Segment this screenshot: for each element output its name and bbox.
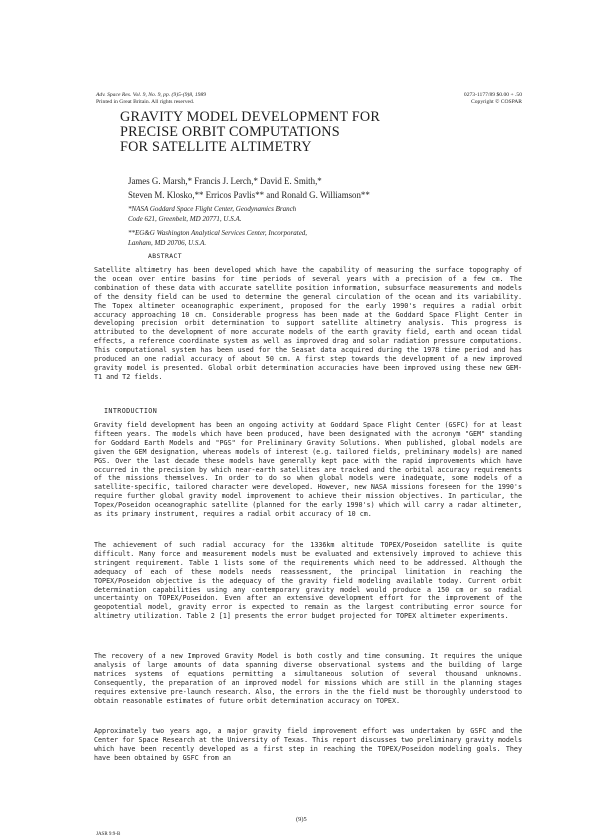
body-paragraph: Approximately two years ago, a major gravity field improvement effort was undertaken by GSFC and the Center for Space Research at the University of Texas. This report discusses two preliminary gravity models which have been recently developed as a first step in reaching the TOPEX/Poseidon modeling goals. They have been obtained by GSFC from an	[94, 727, 522, 762]
paper-title	[120, 110, 380, 155]
issn-header	[464, 92, 522, 106]
affiliation-line: **EG&G Washington Analytical Services Center, Incorporated,	[128, 229, 308, 237]
title-line: FOR SATELLITE ALTIMETRY	[120, 139, 312, 155]
journal-citation: Adv. Space Res. Vol. 9, No. 9, pp. (9)5-(9)8, 1989	[96, 92, 207, 98]
affiliations	[128, 204, 307, 248]
author-line: James G. Marsh,* Francis J. Lerch,* David E. Smith,*	[128, 176, 322, 186]
abstract-heading: ABSTRACT	[148, 252, 182, 260]
copyright-notice: Copyright © COSPAR	[471, 99, 522, 105]
title-line: GRAVITY MODEL DEVELOPMENT FOR	[120, 109, 380, 125]
body-paragraph: The achievement of such radial accuracy for the 1336km altitude TOPEX/Poseidon satellite is quite difficult. Many force and measurement models must be evaluated and extensively improved to achieve this stringent requirement. Table 1 lists some of the requirements which need to be addressed. Although the adequacy of each of these models needs reassessment, the principal limitation in reaching the TOPEX/Poseidon objective is the adequacy of the gravity field modeling available today. Current orbit determination capabilities using any contemporary gravity model would produce a 150 cm or so radial uncertainty on TOPEX/Poseidon. Even after an extensive development effort for the improvement of the geopotential model, gravity error is expected to remain as the largest contributing error source for altimetry utilization. Table 2 [1] presents the error budget projected for TOPEX altimeter experiments.	[94, 541, 522, 621]
issn-code: 0273-1177/89 $0.00 + .50	[463, 92, 522, 98]
issue-code: JASR 9:9-B	[96, 832, 121, 837]
affiliation-line: Lanham, MD 20706, U.S.A.	[128, 239, 207, 247]
journal-header	[96, 92, 206, 106]
page-number: (9)5	[296, 816, 307, 823]
author-list	[128, 174, 370, 202]
printed-notice: Printed in Great Britain. All rights reserved.	[96, 99, 195, 105]
abstract-text: Satellite altimetry has been developed which have the capability of measuring the surface topography of the ocean over entire basins for time periods of several years with a precision of a few cm. The combination of these data with accurate satellite position information, subsurface measurements and models of the density field can be used to determine the general circulation of the ocean and its variability. The Topex altimeter oceanographic experiment, proposed for the early 1990's requires a radial orbit accuracy approaching 10 cm. Considerable progress has been made at the Goddard Space Flight Center in developing precision orbit determination to support satellite altimetry analysis. This progress is attributed to the development of more accurate models of the earth gravity field, earth and ocean tidal effects, a reference coordinate system as well as improved drag and solar radiation pressure computations. This computational system has been used for the Seasat data acquired during the 1978 time period and has produced an one radial accuracy of about 50 cm. A first step towards the development of a new improved gravity model is presented. Global orbit determination accuracies have been improved using these new GEM-T1 and T2 fields.	[94, 266, 522, 381]
introduction-heading: INTRODUCTION	[104, 407, 158, 415]
author-line: Steven M. Klosko,** Erricos Pavlis** and Ronald G. Williamson**	[128, 190, 370, 200]
title-line: PRECISE ORBIT COMPUTATIONS	[120, 124, 340, 140]
body-paragraph: The recovery of a new Improved Gravity Model is both costly and time consuming. It requires the unique analysis of large amounts of data spanning diverse observational systems and the building of large matrices systems of equations permitting a simultaneous solution of several thousand unknowns. Consequently, the preparation of an improved model for missions which are still in the planning stages requires extensive pre-launch research. Also, the errors in the the field must be thoroughly understood to obtain reasonable estimates of future orbit determination accuracy on TOPEX.	[94, 652, 522, 705]
affiliation-line: Code 621, Greenbelt, MD 20771, U.S.A.	[128, 215, 242, 223]
affiliation-line: *NASA Goddard Space Flight Center, Geodynamics Branch	[128, 205, 297, 213]
body-paragraph: Gravity field development has been an ongoing activity at Goddard Space Flight Center (GSFC) for at least fifteen years. The models which have been produced, have been designated with the acronym "GEM" standing for Goddard Earth Models and "PGS" for Preliminary Gravity Solutions. When published, global models are given the GEM designation, whereas models of interest (e.g. tailored fields, preliminary models) are named PGS. Over the last decade these models have generally kept pace with the rapid improvements which have occurred in the precision by which near-earth satellites are tracked and the orbital accuracy requirements of the missions themselves. In order to do so when global models were inadequate, some models of a satellite-specific, tailored character were developed. However, new NASA missions foreseen for the 1990's require further global gravity model improvement to achieve their mission objectives. In particular, the Topex/Poseidon oceanographic satellite (planned for the early 1990's) which will carry a radar altimeter, as its primary instrument, requires a radial orbit accuracy of 10 cm.	[94, 421, 522, 519]
